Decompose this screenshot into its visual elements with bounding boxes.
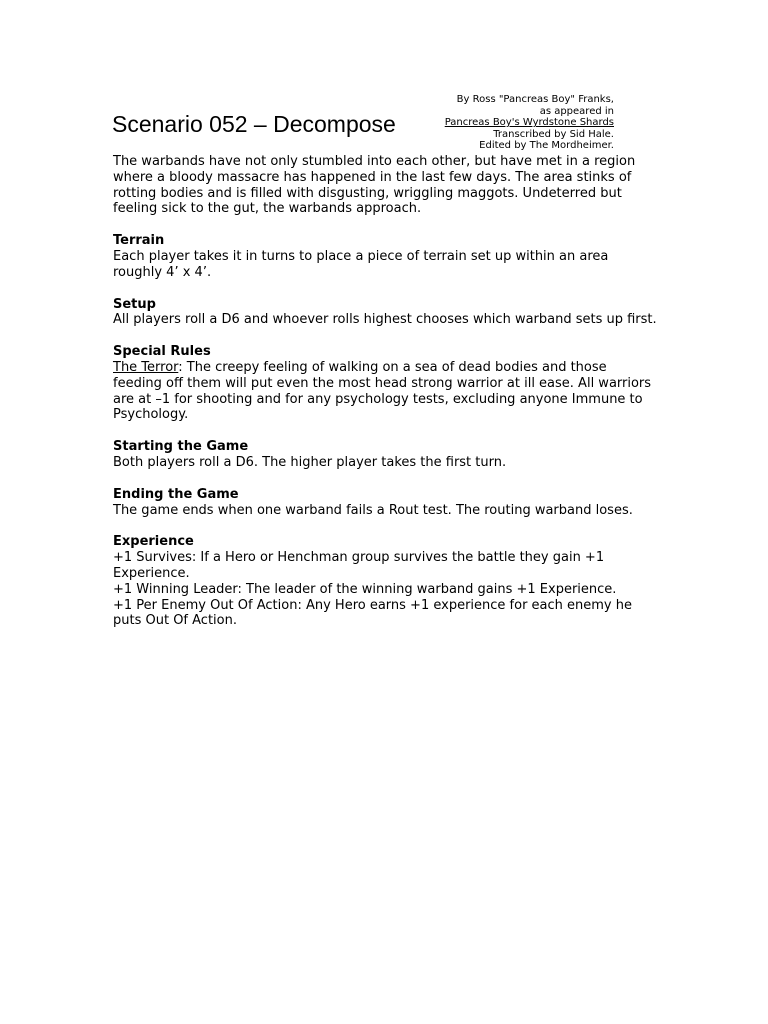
special-rules-text [113,360,658,423]
byline-source: Pancreas Boy's Wyrdstone Shards [444,117,614,129]
intro-paragraph: The warbands have not only stumbled into each other, but have met in a region where a bloody massacre has happened in the last few days. The area stinks of rotting bodies and is filled with disgusting, wriggling maggots. Undeterred but feeling sick to the gut, the warbands approach. [113,154,636,217]
experience-item: +1 Survives: If a Hero or Henchman group survives the battle they gain +1 Experience. [113,550,605,581]
experience-heading: Experience [113,534,194,550]
starting-text: Both players roll a D6. The higher player takes the first turn. [113,454,507,470]
ending-text: The game ends when one warband fails a Rout test. The routing warband loses. [113,502,633,518]
rule-description: : The creepy feeling of walking on a sea of dead bodies and those feeding off them will put even the most head strong warrior at ill ease. All warriors are at –1 for shooting and for any psychology tests, excluding anyone Immune to Psychology. [113,359,652,423]
special-rules-section [113,344,658,423]
experience-item: +1 Per Enemy Out Of Action: Any Hero earns +1 experience for each enemy he puts Out Of Action. [113,597,632,629]
terrain-text: Each player takes it in turns to place a piece of terrain set up within an area roughly 4’ x 4’. [113,248,609,280]
document-body [113,154,658,629]
experience-item: +1 Winning Leader: The leader of the winning warband gains +1 Experience. [113,581,617,597]
rule-name: The Terror [113,359,179,375]
byline-transcriber: Transcribed by Sid Hale. [493,128,614,140]
ending-section [113,487,658,519]
byline [420,94,614,152]
byline-editor: Edited by The Mordheimer. [479,140,614,152]
experience-section [113,534,658,629]
terrain-section [113,233,658,280]
setup-section [113,297,658,329]
setup-text: All players roll a D6 and whoever rolls highest chooses which warband sets up first. [113,312,657,328]
ending-heading: Ending the Game [113,486,239,502]
starting-section [113,439,658,471]
byline-author: By Ross "Pancreas Boy" Franks, [456,94,614,105]
byline-appeared: as appeared in [539,105,614,117]
terrain-heading: Terrain [113,233,165,249]
special-rules-heading: Special Rules [113,344,211,360]
starting-heading: Starting the Game [113,439,249,455]
setup-heading: Setup [113,296,156,312]
page-title: Scenario 052 – Decompose [112,111,396,137]
